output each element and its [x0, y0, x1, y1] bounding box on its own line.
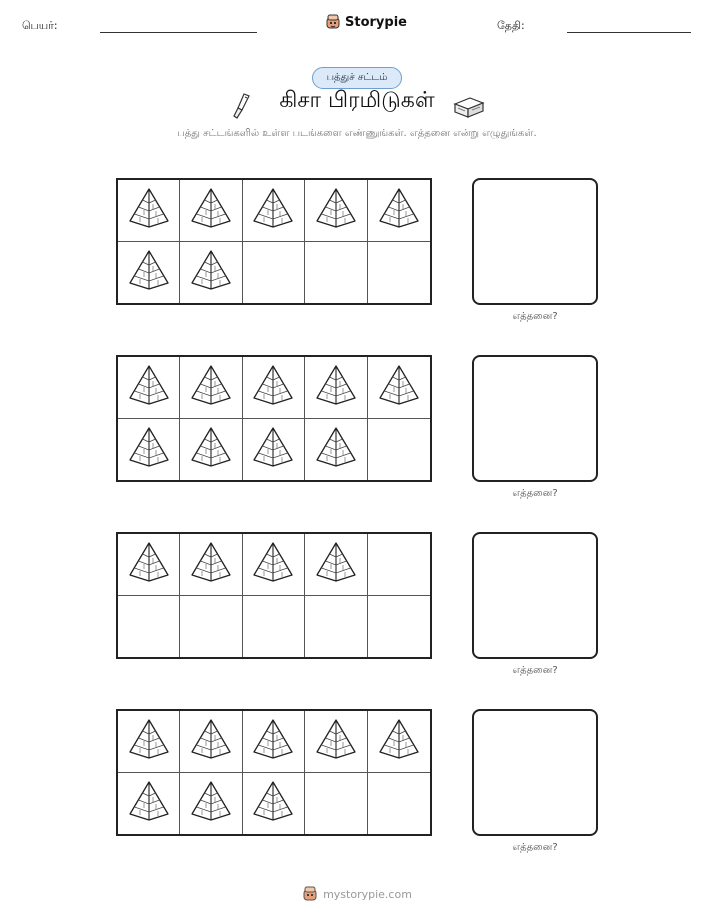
ten-frame-cell: [243, 180, 305, 242]
ten-frame-cell: [180, 242, 242, 304]
ten-frame-cell: [305, 711, 367, 773]
storypie-mascot-icon: [302, 886, 318, 902]
pyramid-icon: [127, 780, 171, 826]
brand-logo: [325, 14, 407, 30]
pyramid-icon: [189, 426, 233, 472]
pyramid-icon: [189, 718, 233, 764]
how-many-label: எத்தனை?: [512, 842, 558, 853]
ten-frame-cell: [180, 357, 242, 419]
how-many-label: எத்தனை?: [512, 665, 558, 676]
pyramid-icon: [251, 364, 295, 410]
footer: [0, 886, 714, 902]
ten-frame-cell: [243, 596, 305, 658]
instructions: பத்து சட்டங்களில் உள்ள படங்களை எண்ணுங்கள். எத்தனை என்று எழுதுங்கள்.: [177, 128, 537, 139]
how-many-label: எத்தனை?: [512, 311, 558, 322]
pyramid-icon: [189, 541, 233, 587]
ten-frame-cell: [243, 534, 305, 596]
ten-frame-cell: [118, 773, 180, 835]
answer-box[interactable]: [472, 709, 598, 836]
brand-name: Storypie: [345, 14, 407, 30]
ten-frame-cell: [305, 357, 367, 419]
pyramid-icon: [314, 187, 358, 233]
pyramid-icon: [251, 718, 295, 764]
ten-frame-cell: [180, 534, 242, 596]
ten-frame-cell: [118, 534, 180, 596]
pyramid-icon: [314, 364, 358, 410]
ten-frame-cell: [118, 242, 180, 304]
pyramid-icon: [251, 541, 295, 587]
ten-frame-cell: [118, 596, 180, 658]
ten-frame-cell: [243, 357, 305, 419]
pyramid-icon: [377, 187, 421, 233]
pyramid-icon: [314, 426, 358, 472]
storypie-mascot-icon: [325, 14, 341, 30]
pyramid-icon: [377, 364, 421, 410]
footer-url: mystorypie.com: [323, 887, 412, 901]
ten-frame-cell: [368, 534, 430, 596]
ten-frame-cell: [243, 419, 305, 481]
stone-block-icon: [452, 95, 486, 119]
ten-frame-cell: [243, 242, 305, 304]
ten-frame-cell: [118, 419, 180, 481]
ten-frame: [116, 178, 432, 305]
ten-frame-cell: [368, 711, 430, 773]
name-label: பெயர்:: [22, 19, 58, 32]
ten-frame-cell: [118, 180, 180, 242]
pyramid-icon: [377, 718, 421, 764]
pyramid-icon: [127, 249, 171, 295]
ten-frame: [116, 355, 432, 482]
pyramid-icon: [251, 426, 295, 472]
date-line: [567, 32, 691, 33]
ten-frame: [116, 709, 432, 836]
name-line: [100, 32, 257, 33]
answer-box[interactable]: [472, 178, 598, 305]
topic-badge: பத்துச் சட்டம்: [312, 67, 402, 89]
pyramid-icon: [189, 249, 233, 295]
ten-frame-cell: [180, 711, 242, 773]
pyramid-icon: [314, 718, 358, 764]
ten-frame-cell: [118, 711, 180, 773]
ten-frame-cell: [368, 242, 430, 304]
pyramid-icon: [127, 187, 171, 233]
ten-frame-cell: [118, 357, 180, 419]
ten-frame-cell: [243, 711, 305, 773]
how-many-label: எத்தனை?: [512, 488, 558, 499]
page-title: கிசா பிரமிடுகள்: [279, 88, 435, 113]
ten-frame-cell: [305, 242, 367, 304]
pyramid-icon: [189, 187, 233, 233]
ten-frame-cell: [368, 357, 430, 419]
pyramid-icon: [189, 364, 233, 410]
pyramid-icon: [251, 187, 295, 233]
ten-frame: [116, 532, 432, 659]
ten-frame-cell: [368, 180, 430, 242]
date-label: தேதி:: [497, 19, 525, 32]
ten-frame-cell: [243, 773, 305, 835]
pyramid-icon: [189, 780, 233, 826]
ten-frame-cell: [305, 534, 367, 596]
ten-frame-cell: [368, 773, 430, 835]
ten-frame-cell: [305, 180, 367, 242]
ten-frame-cell: [368, 419, 430, 481]
ten-frame-cell: [368, 596, 430, 658]
ten-frame-cell: [305, 419, 367, 481]
pyramid-icon: [251, 780, 295, 826]
ten-frame-cell: [180, 419, 242, 481]
answer-box[interactable]: [472, 532, 598, 659]
ten-frame-cell: [305, 773, 367, 835]
pyramid-icon: [314, 541, 358, 587]
ten-frame-cell: [305, 596, 367, 658]
ten-frame-cell: [180, 773, 242, 835]
ten-frame-cell: [180, 180, 242, 242]
pyramid-icon: [127, 426, 171, 472]
pyramid-icon: [127, 541, 171, 587]
answer-box[interactable]: [472, 355, 598, 482]
ten-frame-cell: [180, 596, 242, 658]
pyramid-icon: [127, 718, 171, 764]
pyramid-icon: [127, 364, 171, 410]
